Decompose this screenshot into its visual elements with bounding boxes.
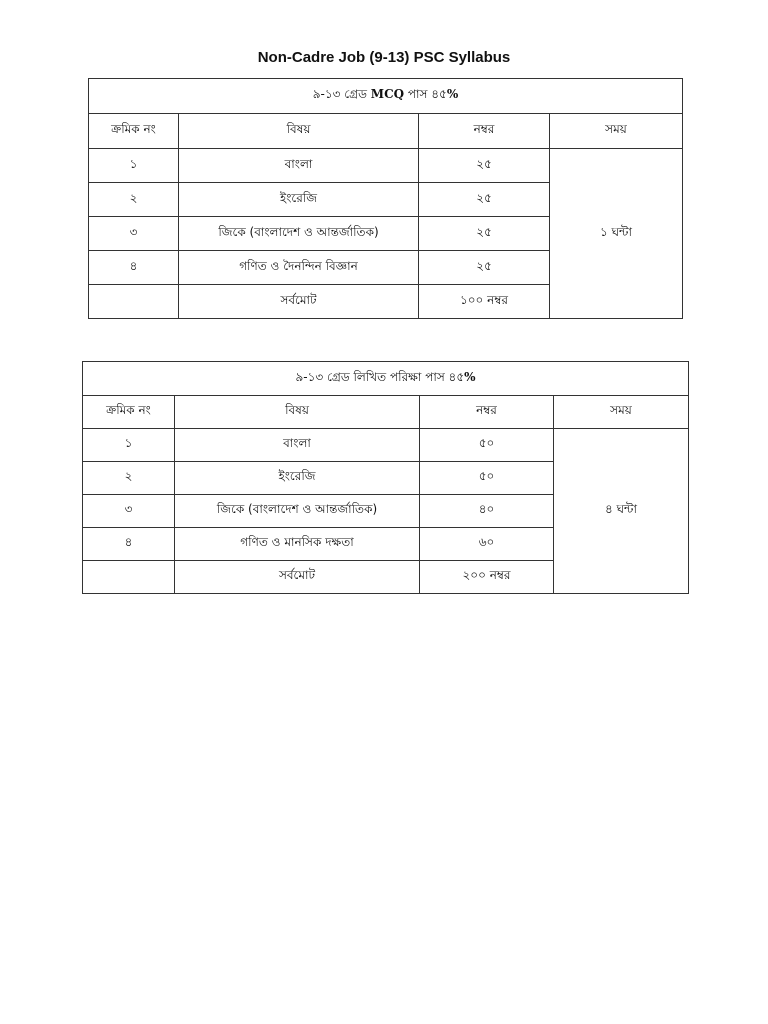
marks-cell: ৫০: [420, 462, 554, 495]
table-caption-row: [83, 362, 689, 396]
empty-cell: [89, 285, 179, 319]
serial-cell: ৪: [83, 528, 175, 561]
header-marks: নম্বর: [419, 114, 550, 149]
serial-cell: ৩: [83, 495, 175, 528]
marks-cell: ৪০: [420, 495, 554, 528]
serial-cell: ৪: [89, 251, 179, 285]
total-value: ২০০ নম্বর: [420, 561, 554, 594]
marks-cell: ৫০: [420, 429, 554, 462]
serial-cell: ১: [89, 149, 179, 183]
total-label: সর্বমোট: [179, 285, 419, 319]
header-serial: ক্রমিক নং: [83, 396, 175, 429]
table-caption: ৯-১৩ গ্রেড লিখিত পরিক্ষা পাস ৪৫%: [83, 362, 689, 396]
subject-cell: ইংরেজি: [179, 183, 419, 217]
marks-cell: ২৫: [419, 149, 550, 183]
marks-cell: ৬০: [420, 528, 554, 561]
header-subject: বিষয়: [179, 114, 419, 149]
empty-cell: [83, 561, 175, 594]
serial-cell: ২: [89, 183, 179, 217]
page-title: Non-Cadre Job (9-13) PSC Syllabus: [257, 49, 511, 66]
marks-cell: ২৫: [419, 183, 550, 217]
header-subject: বিষয়: [175, 396, 420, 429]
header-serial: ক্রমিক নং: [89, 114, 179, 149]
subject-cell: গণিত ও দৈনন্দিন বিজ্ঞান: [179, 251, 419, 285]
header-marks: নম্বর: [420, 396, 554, 429]
time-cell: ৪ ঘন্টা: [554, 429, 689, 594]
total-value: ১০০ নম্বর: [419, 285, 550, 319]
serial-cell: ১: [83, 429, 175, 462]
header-time: সময়: [554, 396, 689, 429]
table-header-row: [89, 114, 683, 149]
table-caption-row: [89, 79, 683, 114]
subject-cell: বাংলা: [179, 149, 419, 183]
table-row: [89, 149, 683, 183]
total-label: সর্বমোট: [175, 561, 420, 594]
marks-cell: ২৫: [419, 217, 550, 251]
time-cell: ১ ঘন্টা: [550, 149, 683, 319]
serial-cell: ২: [83, 462, 175, 495]
table-header-row: [83, 396, 689, 429]
subject-cell: বাংলা: [175, 429, 420, 462]
subject-cell: গণিত ও মানসিক দক্ষতা: [175, 528, 420, 561]
subject-cell: জিকে (বাংলাদেশ ও আন্তর্জাতিক): [175, 495, 420, 528]
marks-cell: ২৫: [419, 251, 550, 285]
header-time: সময়: [550, 114, 683, 149]
subject-cell: ইংরেজি: [175, 462, 420, 495]
mcq-syllabus-table: [88, 78, 683, 319]
subject-cell: জিকে (বাংলাদেশ ও আন্তর্জাতিক): [179, 217, 419, 251]
written-syllabus-table: [82, 361, 689, 594]
table-row: [83, 429, 689, 462]
serial-cell: ৩: [89, 217, 179, 251]
table-caption: ৯-১৩ গ্রেড MCQ পাস ৪৫%: [89, 79, 683, 114]
